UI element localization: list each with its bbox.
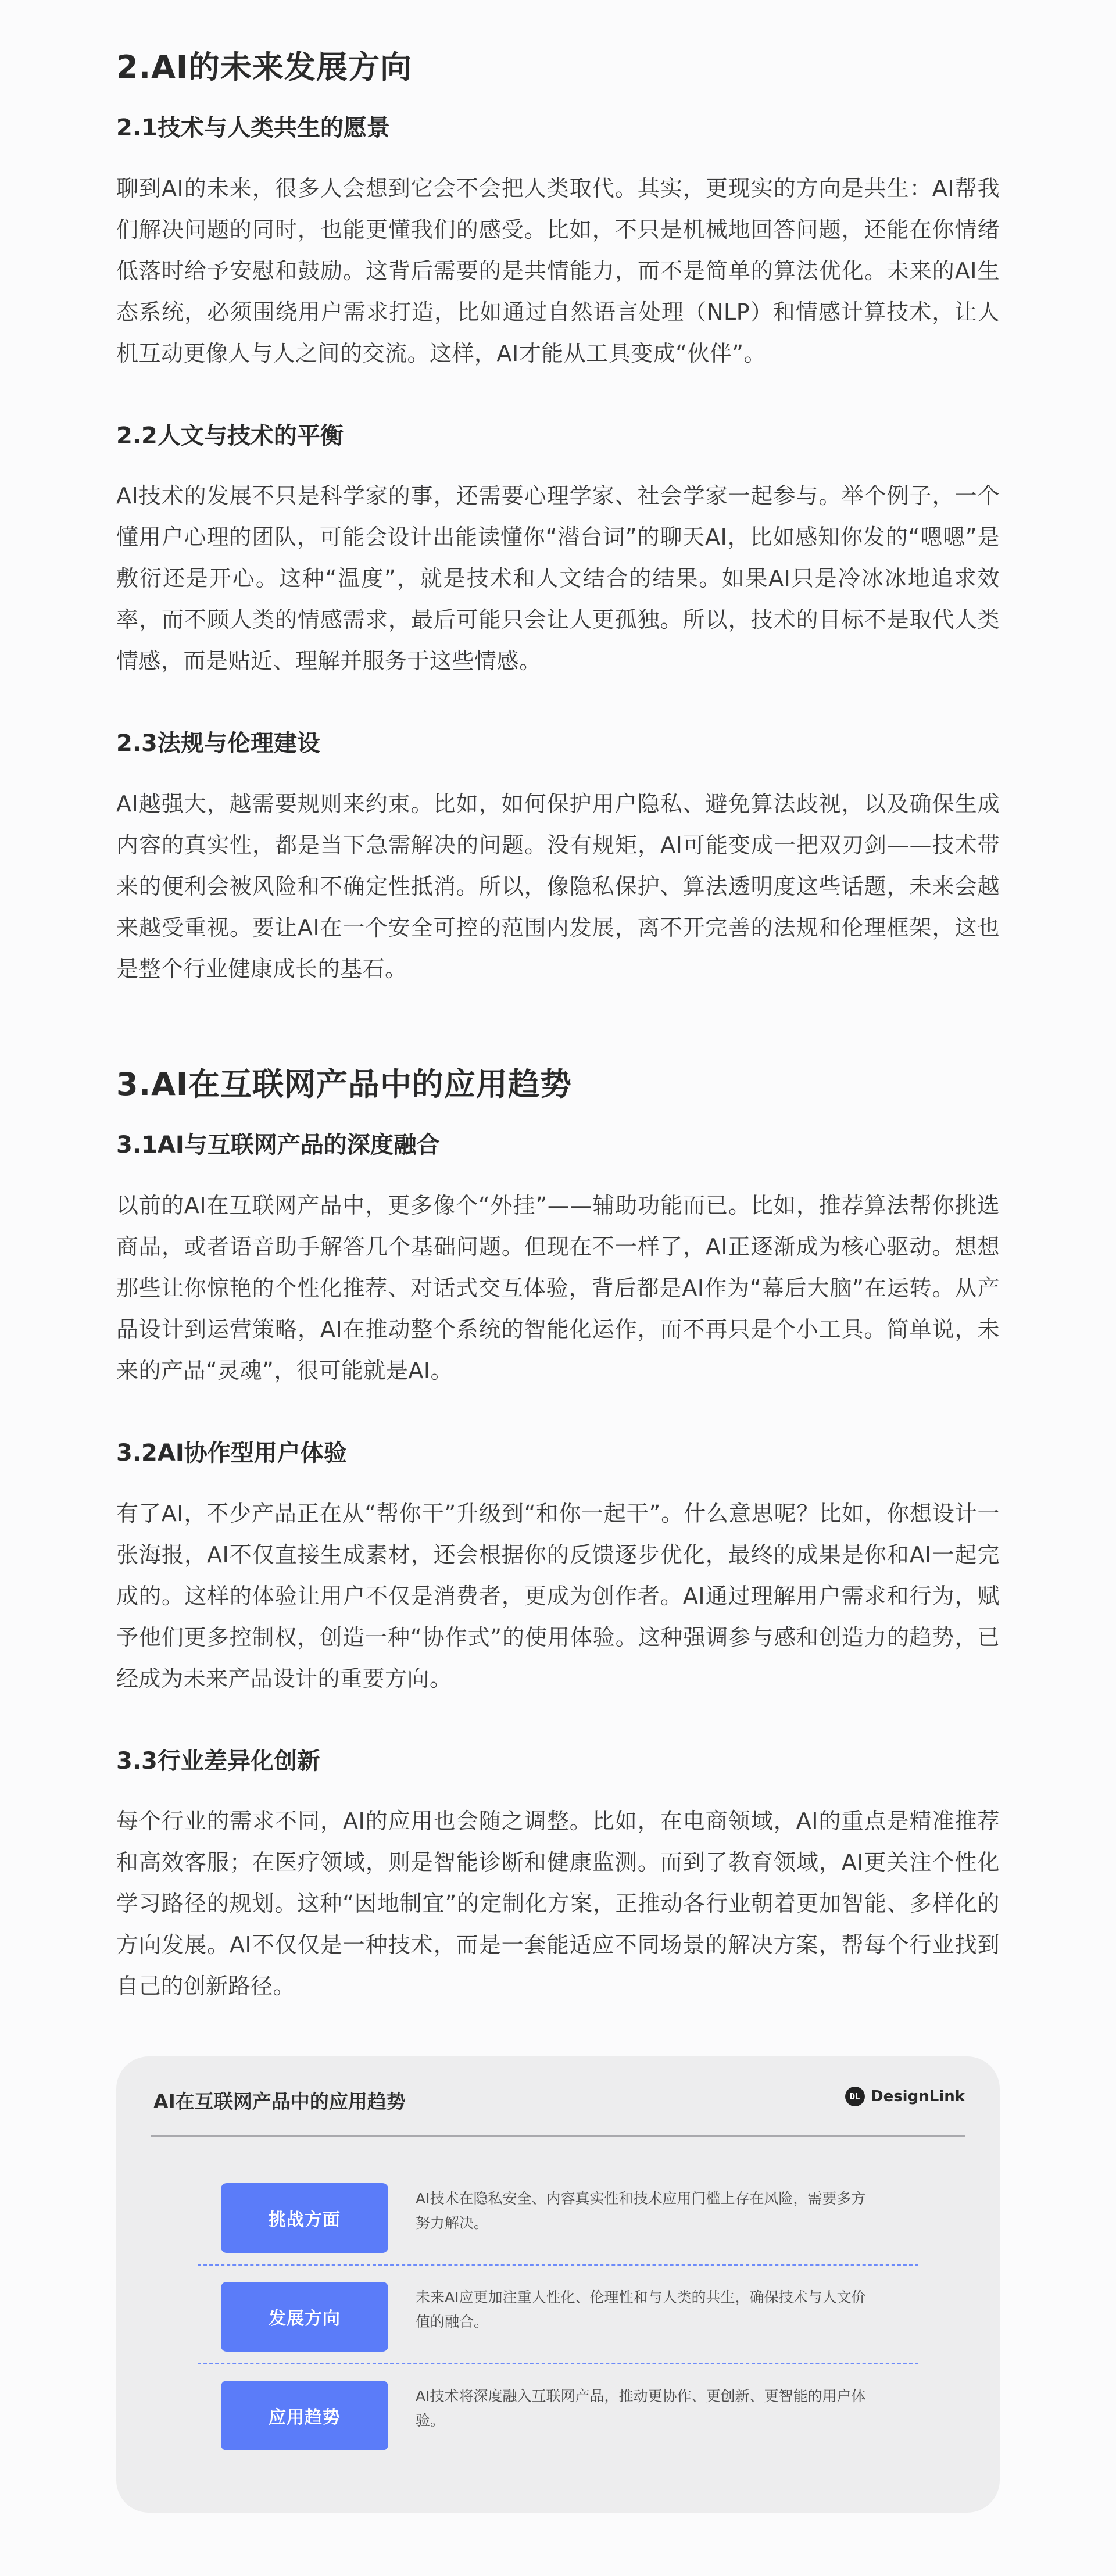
paragraph: 聊到AI的未来，很多人会想到它会不会把人类取代。其实，更现实的方向是共生：AI帮我们解决问题的同时，也能更懂我们的感受。比如，不只是机械地回答问题，还能在你情绪低落时给予安慰和鼓励。这背后需要的是共情能力，而不是简单的算法优化。未来的AI生态系统，必须围绕用户需求打造，比如通过自然语言处理（NLP）和情感计算技术，让人机互动更像人与人之间的交流。这样，AI才能从工具变成“伙伴”。: [116, 176, 1000, 366]
card-row: [221, 2381, 895, 2450]
paragraph: 以前的AI在互联网产品中，更多像个“外挂”——辅助功能而已。比如，推荐算法帮你挑选商品，或者语音助手解答几个基础问题。但现在不一样了，AI正逐渐成为核心驱动。想想那些让你惊艳的个性化推荐、对话式交互体验，背后都是AI作为“幕后大脑”在运转。从产品设计到运营策略，AI在推动整个系统的智能化运作，而不再只是个小工具。简单说，未来的产品“灵魂”，很可能就是AI。: [116, 1193, 1000, 1383]
brand-name: DesignLink: [870, 2088, 965, 2105]
section-heading: 2.AI的未来发展方向: [116, 49, 412, 85]
row-description: AI技术在隐私安全、内容真实性和技术应用门槛上存在风险，需要多方努力解决。: [416, 2190, 866, 2231]
designlink-logo-icon: DL: [845, 2087, 865, 2106]
paragraph: AI越强大，越需要规则来约束。比如，如何保护用户隐私、避免算法歧视，以及确保生成内容的真实性，都是当下急需解决的问题。没有规矩，AI可能变成一把双刃剑——技术带来的便利会被风险和不确定性抵消。所以，像隐私保护、算法透明度这些话题，未来会越来越受重视。要让AI在一个安全可控的范围内发展，离不开完善的法规和伦理框架，这也是整个行业健康成长的基石。: [116, 791, 1000, 982]
subsection-heading: 3.3行业差异化创新: [116, 1748, 320, 1774]
summary-card: [116, 2056, 1000, 2513]
dashed-divider: [198, 2264, 918, 2266]
card-divider: [151, 2135, 965, 2137]
row-label-pill: 应用趋势: [221, 2381, 388, 2450]
row-label-pill: 挑战方面: [221, 2183, 388, 2253]
card-row: [221, 2282, 895, 2352]
dashed-divider: [198, 2363, 918, 2364]
brand: [845, 2087, 965, 2106]
paragraph: 每个行业的需求不同，AI的应用也会随之调整。比如，在电商领域，AI的重点是精准推荐和高效客服；在医疗领域，则是智能诊断和健康监测。而到了教育领域，AI更关注个性化学习路径的规划。这种“因地制宜”的定制化方案，正推动各行业朝着更加智能、多样化的方向发展。AI不仅仅是一种技术，而是一套能适应不同场景的解决方案，帮每个行业找到自己的创新路径。: [116, 1808, 1000, 1999]
row-description: AI技术将深度融入互联网产品，推动更协作、更创新、更智能的用户体验。: [416, 2388, 866, 2429]
card-row: [221, 2183, 895, 2253]
paragraph: AI技术的发展不只是科学家的事，还需要心理学家、社会学家一起参与。举个例子，一个懂用户心理的团队，可能会设计出能读懂你“潜台词”的聊天AI，比如感知你发的“嗯嗯”是敷衍还是开心。这种“温度”，就是技术和人文结合的结果。如果AI只是冷冰冰地追求效率，而不顾人类的情感需求，最后可能只会让人更孤独。所以，技术的目标不是取代人类情感，而是贴近、理解并服务于这些情感。: [116, 483, 1000, 674]
card-title: AI在互联网产品中的应用趋势: [153, 2090, 406, 2113]
row-description: 未来AI应更加注重人性化、伦理性和与人类的共生，确保技术与人文价值的融合。: [416, 2289, 866, 2330]
row-label-pill: 发展方向: [221, 2282, 388, 2352]
subsection-heading: 3.2AI协作型用户体验: [116, 1440, 347, 1466]
paragraph: 有了AI，不少产品正在从“帮你干”升级到“和你一起干”。什么意思呢？比如，你想设计一张海报，AI不仅直接生成素材，还会根据你的反馈逐步优化，最终的成果是你和AI一起完成的。这样的体验让用户不仅是消费者，更成为创作者。AI通过理解用户需求和行为，赋予他们更多控制权，创造一种“协作式”的使用体验。这种强调参与感和创造力的趋势，已经成为未来产品设计的重要方向。: [116, 1501, 1000, 1691]
subsection-heading: 3.1AI与互联网产品的深度融合: [116, 1132, 440, 1158]
section-heading: 3.AI在互联网产品中的应用趋势: [116, 1066, 572, 1103]
subsection-heading: 2.1技术与人类共生的愿景: [116, 115, 390, 141]
subsection-heading: 2.2人文与技术的平衡: [116, 423, 344, 449]
subsection-heading: 2.3法规与伦理建设: [116, 730, 320, 757]
